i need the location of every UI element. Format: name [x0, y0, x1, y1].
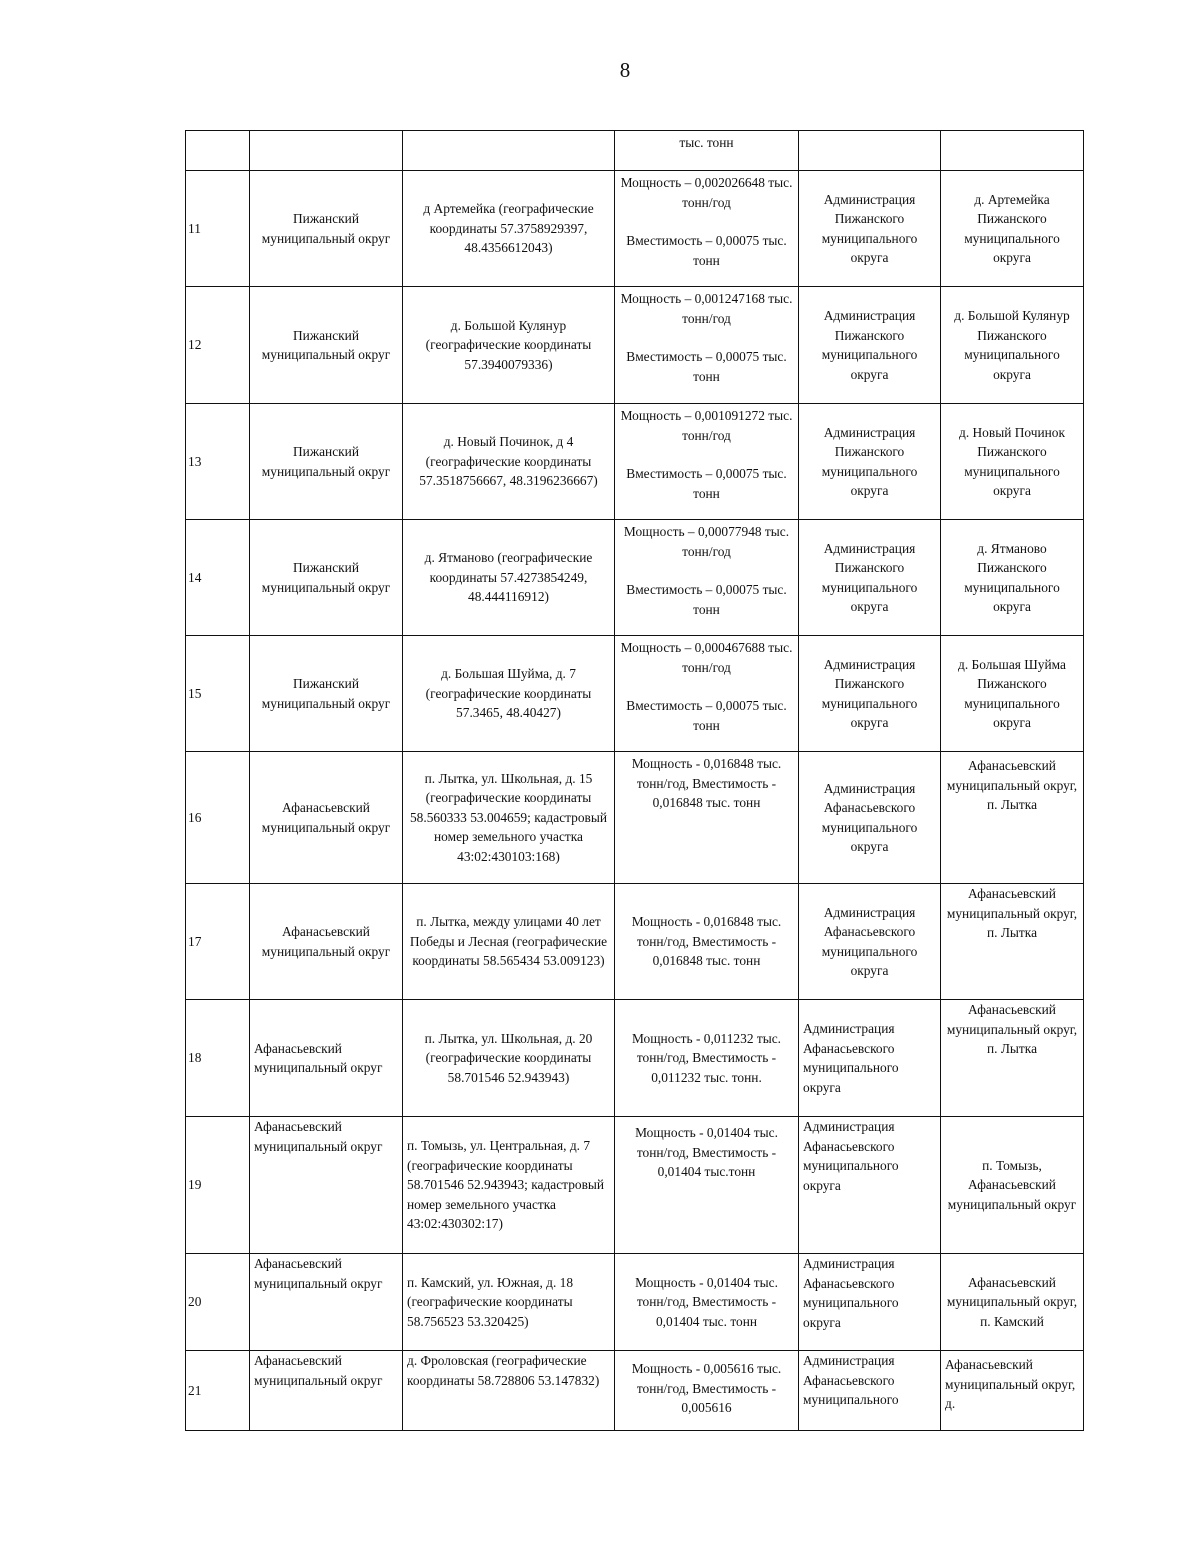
- cell-num: 20: [186, 1254, 250, 1351]
- cell-location: [403, 131, 615, 171]
- cell-location: д. Новый Починок, д 4 (географические координаты 57.3518756667, 48.3196236667): [403, 404, 615, 520]
- table-row: [186, 1351, 1084, 1431]
- cell-num: 11: [186, 171, 250, 287]
- capacity-power: Мощность – 0,001091272 тыс. тонн/год: [620, 408, 793, 443]
- cell-location: д. Большая Шуйма, д. 7 (географические координаты 57.3465, 48.40427): [403, 636, 615, 752]
- cell-location: д. Большой Кулянур (географические координаты 57.3940079336): [403, 287, 615, 404]
- cell-place: д. Большой Кулянур Пижанского муниципального округа: [941, 287, 1084, 404]
- table-row: [186, 1254, 1084, 1351]
- capacity-power: Мощность – 0,000467688 тыс. тонн/год: [620, 640, 793, 675]
- table-row: [186, 636, 1084, 752]
- cell-place: Афанасьевский муниципальный округ, п. Лытка: [941, 1000, 1084, 1117]
- cell-admin: Администрация Афанасьевского муниципального округа: [799, 1000, 941, 1117]
- cell-place: д. Артемейка Пижанского муниципального округа: [941, 171, 1084, 287]
- table-row: [186, 884, 1084, 1000]
- table-row: [186, 287, 1084, 404]
- table-row-continuation: [186, 131, 1084, 171]
- cell-admin: Администрация Пижанского муниципального округа: [799, 520, 941, 636]
- page-number: 8: [619, 58, 631, 82]
- cell-num: 19: [186, 1117, 250, 1254]
- cell-admin: Администрация Пижанского муниципального округа: [799, 636, 941, 752]
- cell-capacity: Мощность - 0,01404 тыс. тонн/год, Вместимость - 0,01404 тыс. тонн: [615, 1254, 799, 1351]
- cell-district: Пижанский муниципальный округ: [250, 520, 403, 636]
- cell-place: д. Ятманово Пижанского муниципального округа: [941, 520, 1084, 636]
- cell-location: п. Лытка, ул. Школьная, д. 20 (географические координаты 58.701546 52.943943): [403, 1000, 615, 1117]
- table-row: [186, 171, 1084, 287]
- cell-place: Афанасьевский муниципальный округ, д.: [941, 1351, 1084, 1431]
- cell-place: Афанасьевский муниципальный округ, п. Камский: [941, 1254, 1084, 1351]
- table-row: [186, 1000, 1084, 1117]
- cell-num: 15: [186, 636, 250, 752]
- cell-district: Пижанский муниципальный округ: [250, 404, 403, 520]
- table-row: [186, 520, 1084, 636]
- capacity-volume: Вместимость – 0,00075 тыс. тонн: [626, 233, 787, 268]
- cell-district: Пижанский муниципальный округ: [250, 636, 403, 752]
- cell-capacity: [615, 404, 799, 520]
- cell-admin: Администрация Афанасьевского муниципального округа: [799, 1254, 941, 1351]
- cell-location: п. Томызь, ул. Центральная, д. 7 (географические координаты 58.701546 52.943943; кадастровый номер земельного участка 43:02:430302:17): [403, 1117, 615, 1254]
- cell-district: Афанасьевский муниципальный округ: [250, 884, 403, 1000]
- cell-admin: Администрация Пижанского муниципального округа: [799, 171, 941, 287]
- cell-location: д. Ятманово (географические координаты 57.4273854249, 48.444116912): [403, 520, 615, 636]
- cell-num: 17: [186, 884, 250, 1000]
- cell-capacity: [615, 287, 799, 404]
- cell-capacity: Мощность - 0,005616 тыс. тонн/год, Вместимость - 0,005616: [615, 1351, 799, 1431]
- cell-place: п. Томызь, Афанасьевский муниципальный округ: [941, 1117, 1084, 1254]
- cell-num: 18: [186, 1000, 250, 1117]
- cell-admin: Администрация Афанасьевского муниципального округа: [799, 884, 941, 1000]
- table-row: [186, 404, 1084, 520]
- cell-num: 12: [186, 287, 250, 404]
- cell-capacity: тыс. тонн: [615, 131, 799, 171]
- cell-admin: Администрация Афанасьевского муниципального: [799, 1351, 941, 1431]
- cell-capacity: Мощность - 0,011232 тыс. тонн/год, Вместимость - 0,011232 тыс. тонн.: [615, 1000, 799, 1117]
- cell-capacity: Мощность - 0,016848 тыс. тонн/год, Вместимость - 0,016848 тыс. тонн: [615, 752, 799, 884]
- cell-admin: Администрация Афанасьевского муниципального округа: [799, 752, 941, 884]
- capacity-volume: Вместимость – 0,00075 тыс. тонн: [626, 349, 787, 384]
- cell-location: п. Лытка, между улицами 40 лет Победы и Лесная (географические координаты 58.565434 53.009123): [403, 884, 615, 1000]
- cell-place: Афанасьевский муниципальный округ, п. Лытка: [941, 884, 1084, 1000]
- cell-place: д. Новый Починок Пижанского муниципального округа: [941, 404, 1084, 520]
- cell-location: д Артемейка (географические координаты 57.3758929397, 48.4356612043): [403, 171, 615, 287]
- cell-num: [186, 131, 250, 171]
- cell-place: Афанасьевский муниципальный округ, п. Лытка: [941, 752, 1084, 884]
- cell-district: Афанасьевский муниципальный округ: [250, 1117, 403, 1254]
- cell-district: Пижанский муниципальный округ: [250, 171, 403, 287]
- cell-district: Афанасьевский муниципальный округ: [250, 1254, 403, 1351]
- capacity-power: Мощность – 0,002026648 тыс. тонн/год: [620, 175, 793, 210]
- cell-num: 14: [186, 520, 250, 636]
- cell-district: [250, 131, 403, 171]
- cell-admin: [799, 131, 941, 171]
- cell-place: д. Большая Шуйма Пижанского муниципального округа: [941, 636, 1084, 752]
- capacity-power: Мощность – 0,001247168 тыс. тонн/год: [620, 291, 793, 326]
- cell-location: п. Лытка, ул. Школьная, д. 15 (географические координаты 58.560333 53.004659; кадастровый номер земельного участка 43:02:430103:168): [403, 752, 615, 884]
- cell-capacity: [615, 520, 799, 636]
- capacity-volume: Вместимость – 0,00075 тыс. тонн: [626, 698, 787, 733]
- table-row: [186, 1117, 1084, 1254]
- cell-location: п. Камский, ул. Южная, д. 18 (географические координаты 58.756523 53.320425): [403, 1254, 615, 1351]
- table-row: [186, 752, 1084, 884]
- cell-capacity: Мощность - 0,01404 тыс. тонн/год, Вместимость - 0,01404 тыс.тонн: [615, 1117, 799, 1254]
- cell-capacity: [615, 171, 799, 287]
- cell-admin: Администрация Пижанского муниципального округа: [799, 287, 941, 404]
- cell-admin: Администрация Афанасьевского муниципального округа: [799, 1117, 941, 1254]
- cell-admin: Администрация Пижанского муниципального округа: [799, 404, 941, 520]
- cell-district: Афанасьевский муниципальный округ: [250, 752, 403, 884]
- cell-district: Пижанский муниципальный округ: [250, 287, 403, 404]
- cell-location: д. Фроловская (географические координаты 58.728806 53.147832): [403, 1351, 615, 1431]
- cell-num: 16: [186, 752, 250, 884]
- cell-district: Афанасьевский муниципальный округ: [250, 1351, 403, 1431]
- capacity-volume: Вместимость – 0,00075 тыс. тонн: [626, 466, 787, 501]
- capacity-volume: Вместимость – 0,00075 тыс. тонн: [626, 582, 787, 617]
- data-table: [185, 130, 1084, 1431]
- cell-num: 13: [186, 404, 250, 520]
- cell-capacity: Мощность - 0,016848 тыс. тонн/год, Вместимость - 0,016848 тыс. тонн: [615, 884, 799, 1000]
- cell-place: [941, 131, 1084, 171]
- cell-num: 21: [186, 1351, 250, 1431]
- capacity-power: Мощность – 0,00077948 тыс. тонн/год: [623, 524, 790, 559]
- cell-district: Афанасьевский муниципальный округ: [250, 1000, 403, 1117]
- cell-capacity: [615, 636, 799, 752]
